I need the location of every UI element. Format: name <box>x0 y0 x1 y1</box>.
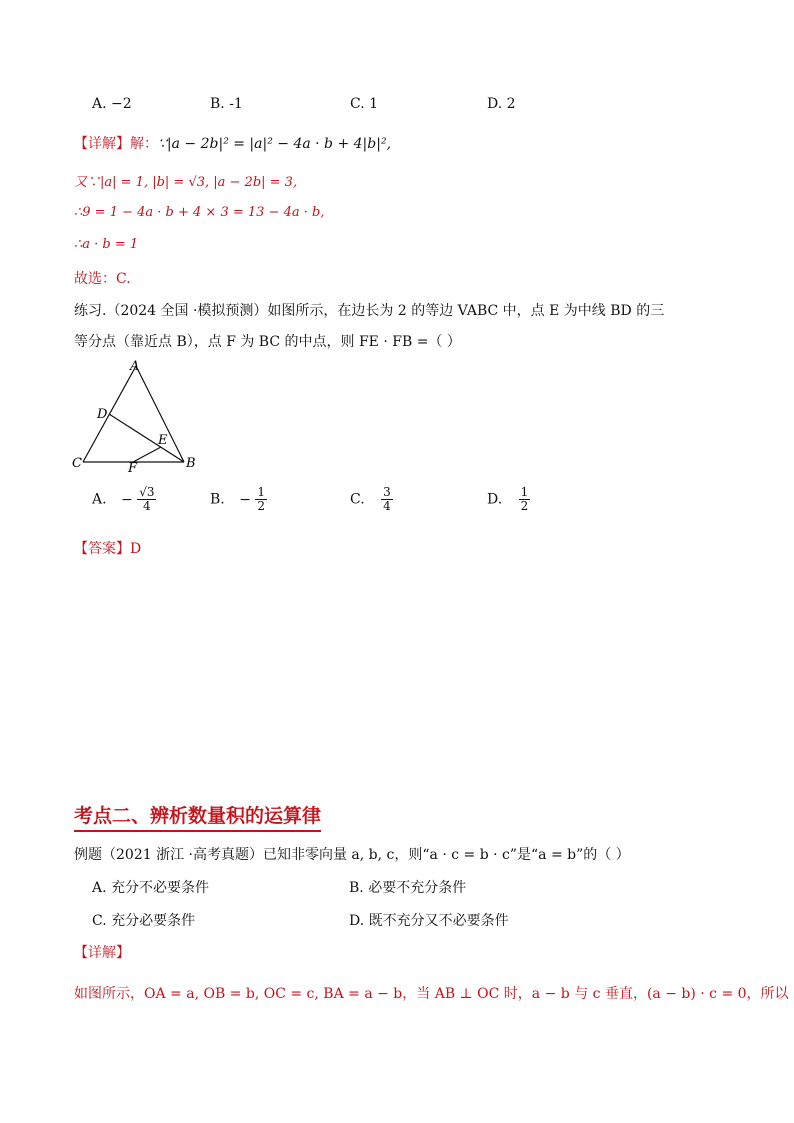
frac-num: 1 <box>257 485 266 499</box>
q2-answer: 【答案】D <box>74 541 142 557</box>
q2-option-c-fraction <box>381 486 393 513</box>
s2-detail-line: 如图所示，OA = a, OB = b, OC = c, BA = a − b，当 AB ⊥ OC 时，a − b 与 c 垂直，(a − b) · c = 0，所以 <box>74 986 789 1002</box>
label-F: F <box>128 461 138 474</box>
q2-option-d-label: D. <box>487 491 503 508</box>
frac-num: 3 <box>383 485 391 499</box>
frac-den: 4 <box>143 499 151 513</box>
q2-option-c <box>350 486 393 513</box>
q2-option-a <box>92 486 156 513</box>
detail-formula: ∵|a − 2b|² = |a|² − 4a · b + 4|b|², <box>158 136 392 152</box>
q1-detail-line2: 又∵|a| = 1, |b| = √3, |a − 2b| = 3, <box>74 175 298 190</box>
option-c: C. 1 <box>350 96 379 112</box>
triangle-figure <box>66 358 206 474</box>
q2-option-b-label: B. <box>210 491 225 508</box>
s2-option-b: B. 必要不充分条件 <box>349 880 467 896</box>
q2-option-b <box>210 486 267 513</box>
q2-option-a-label: A. <box>92 491 107 508</box>
section-heading: 考点二、辨析数量积的运算律 <box>74 801 321 832</box>
detail-label: 【详解】解： <box>74 136 158 152</box>
q1-detail-line1 <box>74 133 391 153</box>
s2-detail-label: 【详解】 <box>74 945 130 961</box>
frac-den: 2 <box>257 499 266 513</box>
q2-line2: 等分点（靠近点 B），点 F 为 BC 的中点，则 FE · FB =（ ） <box>74 334 461 350</box>
q1-detail-line3: ∴9 = 1 − 4a · b + 4 × 3 = 13 − 4a · b, <box>74 205 325 220</box>
q1-detail-line4: ∴a · b = 1 <box>74 237 139 252</box>
q2-option-c-label: C. <box>350 491 365 508</box>
label-A: A <box>130 359 140 374</box>
label-D: D <box>97 407 108 422</box>
s2-option-c: C. 充分必要条件 <box>92 913 196 929</box>
frac-num: 1 <box>520 485 529 499</box>
q2-option-b-fraction <box>255 486 267 513</box>
q2-option-a-sign: − <box>121 491 133 508</box>
segment-FE <box>133 447 161 462</box>
s2-option-d: D. 既不充分又不必要条件 <box>349 913 509 929</box>
q1-answer: 故选：C. <box>74 271 131 287</box>
option-b: B. -1 <box>210 96 243 112</box>
example-question: 例题（2021 浙江 ·高考真题）已知非零向量 a, b, c，则“a · c = b · c”是“a = b”的（ ） <box>74 847 630 863</box>
frac-num: √3 <box>139 485 155 499</box>
q2-option-a-fraction <box>137 486 156 513</box>
s2-option-a: A. 充分不必要条件 <box>92 880 210 896</box>
frac-den: 4 <box>383 499 391 513</box>
label-E: E <box>158 433 168 448</box>
option-a: A. −2 <box>92 96 132 112</box>
q2-option-d <box>487 486 530 513</box>
q2-option-d-fraction <box>519 486 531 513</box>
frac-den: 2 <box>520 499 529 513</box>
label-B: B <box>186 456 196 471</box>
q2-option-b-sign: − <box>239 491 251 508</box>
label-C: C <box>72 456 82 471</box>
q2-line1: 练习.（2024 全国 ·模拟预测）如图所示，在边长为 2 的等边 VABC 中，点 E 为中线 BD 的三 <box>74 303 665 319</box>
option-d: D. 2 <box>487 96 516 112</box>
